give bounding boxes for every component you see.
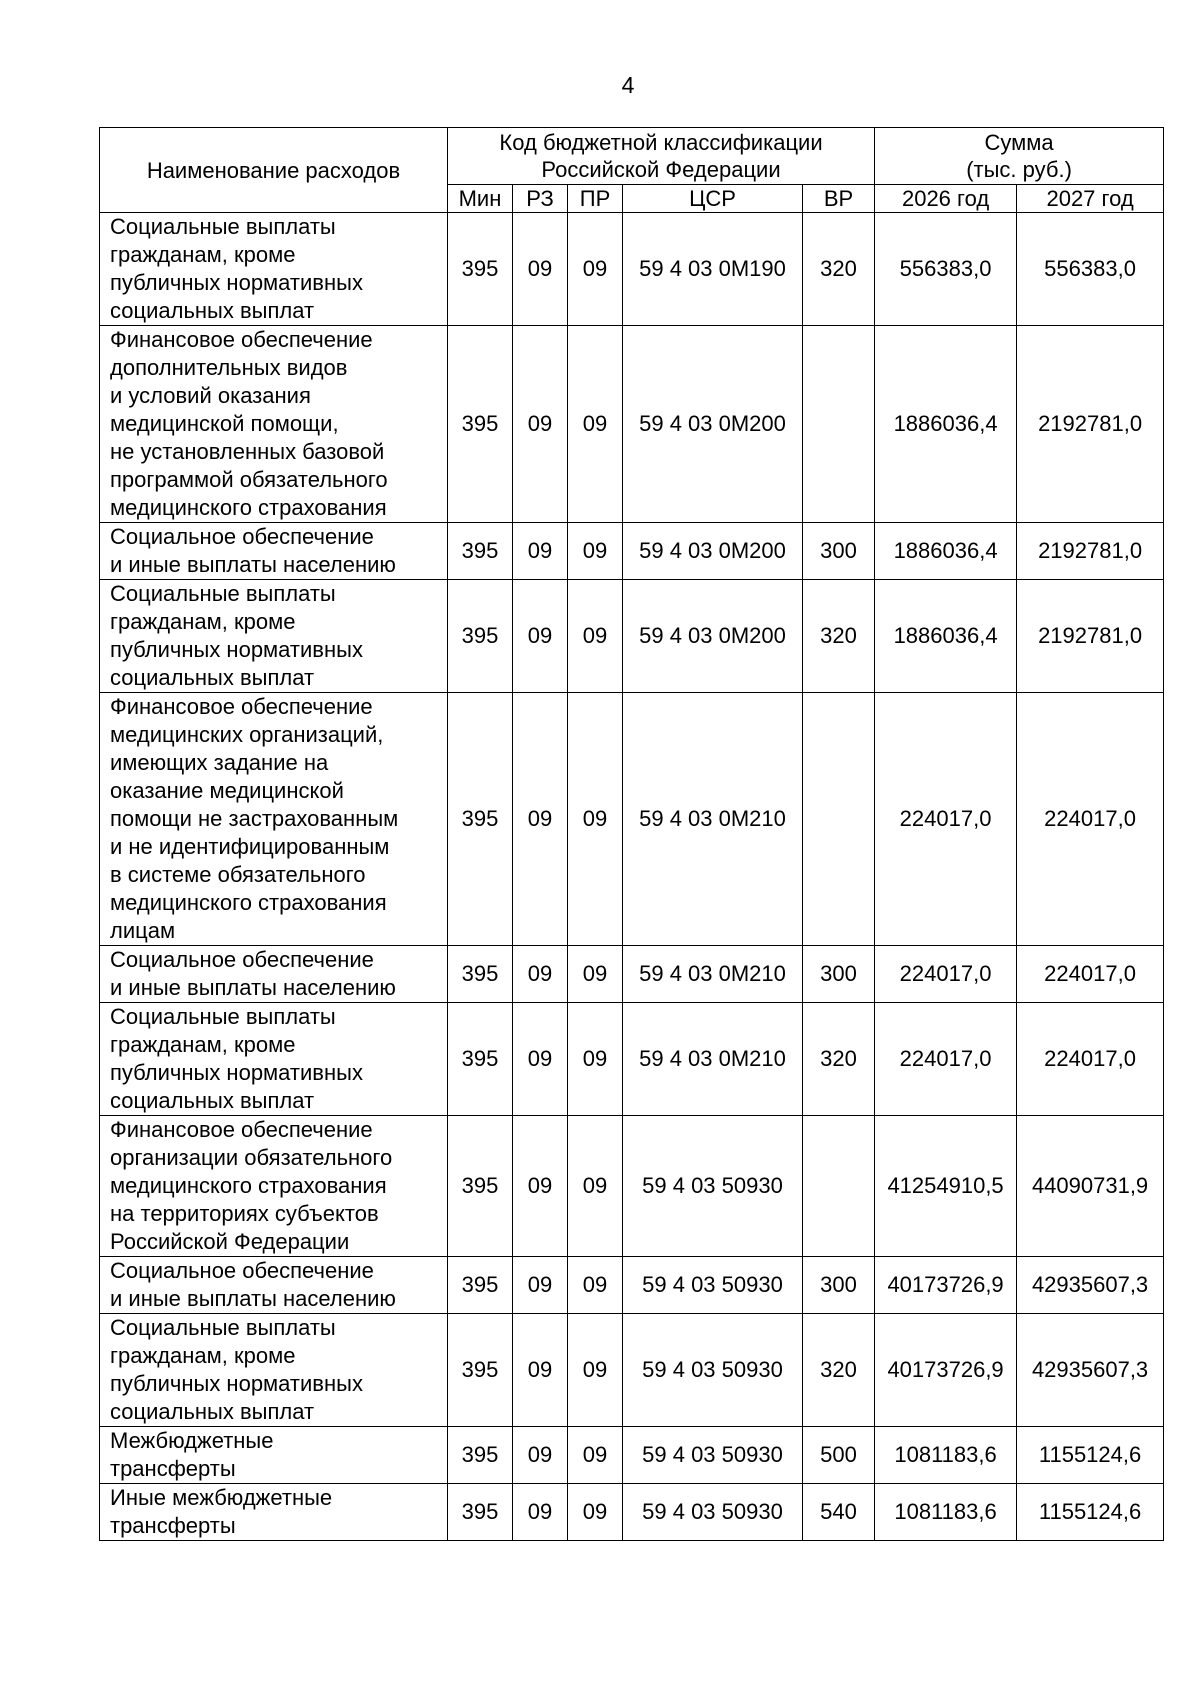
row-vr: 540 xyxy=(803,1484,875,1541)
row-rz: 09 xyxy=(513,1314,568,1427)
row-rz: 09 xyxy=(513,693,568,946)
row-sum-2026: 1081183,6 xyxy=(875,1427,1017,1484)
row-name: Межбюджетные трансферты xyxy=(100,1427,448,1484)
row-rz: 09 xyxy=(513,1427,568,1484)
row-min: 395 xyxy=(448,693,513,946)
table-row xyxy=(100,523,1164,580)
header-col-vr: ВР xyxy=(803,185,875,213)
table-row xyxy=(100,580,1164,693)
header-col-pr: ПР xyxy=(568,185,623,213)
table-row xyxy=(100,1003,1164,1116)
header-code-group: Код бюджетной классификации Российской Федерации xyxy=(448,128,875,185)
row-sum-2026: 40173726,9 xyxy=(875,1257,1017,1314)
row-vr xyxy=(803,1116,875,1257)
page-number: 4 xyxy=(621,72,635,98)
row-name: Социальные выплаты гражданам, кроме публичных нормативных социальных выплат xyxy=(100,580,448,693)
row-sum-2026: 40173726,9 xyxy=(875,1314,1017,1427)
row-rz: 09 xyxy=(513,1003,568,1116)
table-row xyxy=(100,1314,1164,1427)
row-pr: 09 xyxy=(568,580,623,693)
row-min: 395 xyxy=(448,523,513,580)
row-sum-2026: 41254910,5 xyxy=(875,1116,1017,1257)
row-min: 395 xyxy=(448,1257,513,1314)
row-vr: 300 xyxy=(803,946,875,1003)
row-name: Социальное обеспечение и иные выплаты населению xyxy=(100,523,448,580)
row-pr: 09 xyxy=(568,1003,623,1116)
row-min: 395 xyxy=(448,326,513,523)
row-pr: 09 xyxy=(568,1116,623,1257)
row-min: 395 xyxy=(448,1427,513,1484)
row-sum-2026: 1886036,4 xyxy=(875,523,1017,580)
row-vr: 320 xyxy=(803,213,875,326)
row-pr: 09 xyxy=(568,1257,623,1314)
row-min: 395 xyxy=(448,1003,513,1116)
row-sum-2027: 224017,0 xyxy=(1017,1003,1164,1116)
row-sum-2027: 2192781,0 xyxy=(1017,326,1164,523)
row-name: Иные межбюджетные трансферты xyxy=(100,1484,448,1541)
row-sum-2027: 224017,0 xyxy=(1017,946,1164,1003)
row-vr: 320 xyxy=(803,580,875,693)
row-sum-2026: 1081183,6 xyxy=(875,1484,1017,1541)
header-col-rz: РЗ xyxy=(513,185,568,213)
row-name: Социальное обеспечение и иные выплаты населению xyxy=(100,1257,448,1314)
row-sum-2026: 556383,0 xyxy=(875,213,1017,326)
table-row xyxy=(100,213,1164,326)
row-sum-2027: 1155124,6 xyxy=(1017,1484,1164,1541)
row-pr: 09 xyxy=(568,1427,623,1484)
row-rz: 09 xyxy=(513,213,568,326)
row-pr: 09 xyxy=(568,946,623,1003)
row-sum-2026: 224017,0 xyxy=(875,693,1017,946)
row-csr: 59 4 03 0М200 xyxy=(623,580,803,693)
row-sum-2026: 1886036,4 xyxy=(875,326,1017,523)
row-vr xyxy=(803,693,875,946)
table-row xyxy=(100,693,1164,946)
row-min: 395 xyxy=(448,946,513,1003)
row-min: 395 xyxy=(448,580,513,693)
row-pr: 09 xyxy=(568,213,623,326)
row-rz: 09 xyxy=(513,580,568,693)
header-col-min: Мин xyxy=(448,185,513,213)
row-name: Финансовое обеспечение медицинских организаций, имеющих задание на оказание медицинской помощи не застрахованным и не идентифицированным в системе обязательного медицинского страхования лицам xyxy=(100,693,448,946)
row-sum-2027: 1155124,6 xyxy=(1017,1427,1164,1484)
row-name: Социальное обеспечение и иные выплаты населению xyxy=(100,946,448,1003)
row-pr: 09 xyxy=(568,693,623,946)
row-name: Социальные выплаты гражданам, кроме публичных нормативных социальных выплат xyxy=(100,1314,448,1427)
row-sum-2027: 44090731,9 xyxy=(1017,1116,1164,1257)
header-col-2027: 2027 год xyxy=(1017,185,1164,213)
header-name: Наименование расходов xyxy=(100,128,448,213)
row-rz: 09 xyxy=(513,326,568,523)
row-vr xyxy=(803,326,875,523)
table-row xyxy=(100,946,1164,1003)
row-rz: 09 xyxy=(513,1257,568,1314)
table-row xyxy=(100,1257,1164,1314)
row-sum-2026: 1886036,4 xyxy=(875,580,1017,693)
row-csr: 59 4 03 0М210 xyxy=(623,946,803,1003)
table-header-row-top xyxy=(100,128,1164,185)
row-csr: 59 4 03 0М200 xyxy=(623,326,803,523)
row-rz: 09 xyxy=(513,1484,568,1541)
row-vr: 500 xyxy=(803,1427,875,1484)
row-pr: 09 xyxy=(568,1314,623,1427)
row-csr: 59 4 03 0М200 xyxy=(623,523,803,580)
table-row xyxy=(100,326,1164,523)
row-sum-2027: 2192781,0 xyxy=(1017,580,1164,693)
row-vr: 320 xyxy=(803,1003,875,1116)
table-row xyxy=(100,1116,1164,1257)
row-vr: 300 xyxy=(803,1257,875,1314)
row-csr: 59 4 03 0М190 xyxy=(623,213,803,326)
row-sum-2027: 42935607,3 xyxy=(1017,1314,1164,1427)
row-rz: 09 xyxy=(513,1116,568,1257)
row-sum-2027: 2192781,0 xyxy=(1017,523,1164,580)
row-sum-2027: 42935607,3 xyxy=(1017,1257,1164,1314)
row-min: 395 xyxy=(448,213,513,326)
row-sum-2027: 556383,0 xyxy=(1017,213,1164,326)
row-sum-2026: 224017,0 xyxy=(875,1003,1017,1116)
table-row xyxy=(100,1427,1164,1484)
row-pr: 09 xyxy=(568,1484,623,1541)
row-csr: 59 4 03 50930 xyxy=(623,1116,803,1257)
row-pr: 09 xyxy=(568,523,623,580)
row-csr: 59 4 03 50930 xyxy=(623,1484,803,1541)
row-csr: 59 4 03 50930 xyxy=(623,1314,803,1427)
row-rz: 09 xyxy=(513,946,568,1003)
row-csr: 59 4 03 50930 xyxy=(623,1427,803,1484)
row-csr: 59 4 03 0М210 xyxy=(623,693,803,946)
row-rz: 09 xyxy=(513,523,568,580)
row-name: Социальные выплаты гражданам, кроме публичных нормативных социальных выплат xyxy=(100,1003,448,1116)
row-min: 395 xyxy=(448,1116,513,1257)
row-csr: 59 4 03 50930 xyxy=(623,1257,803,1314)
row-name: Социальные выплаты гражданам, кроме публичных нормативных социальных выплат xyxy=(100,213,448,326)
header-col-2026: 2026 год xyxy=(875,185,1017,213)
row-name: Финансовое обеспечение организации обязательного медицинского страхования на территориях субъектов Российской Федерации xyxy=(100,1116,448,1257)
header-sum-group: Сумма (тыс. руб.) xyxy=(875,128,1164,185)
table-row xyxy=(100,1484,1164,1541)
row-min: 395 xyxy=(448,1314,513,1427)
row-csr: 59 4 03 0М210 xyxy=(623,1003,803,1116)
row-sum-2026: 224017,0 xyxy=(875,946,1017,1003)
row-min: 395 xyxy=(448,1484,513,1541)
row-name: Финансовое обеспечение дополнительных видов и условий оказания медицинской помощи, не установленных базовой программой обязательного медицинского страхования xyxy=(100,326,448,523)
row-vr: 300 xyxy=(803,523,875,580)
row-vr: 320 xyxy=(803,1314,875,1427)
row-sum-2027: 224017,0 xyxy=(1017,693,1164,946)
row-pr: 09 xyxy=(568,326,623,523)
budget-expenses-table xyxy=(99,127,1164,1541)
header-col-csr: ЦСР xyxy=(623,185,803,213)
